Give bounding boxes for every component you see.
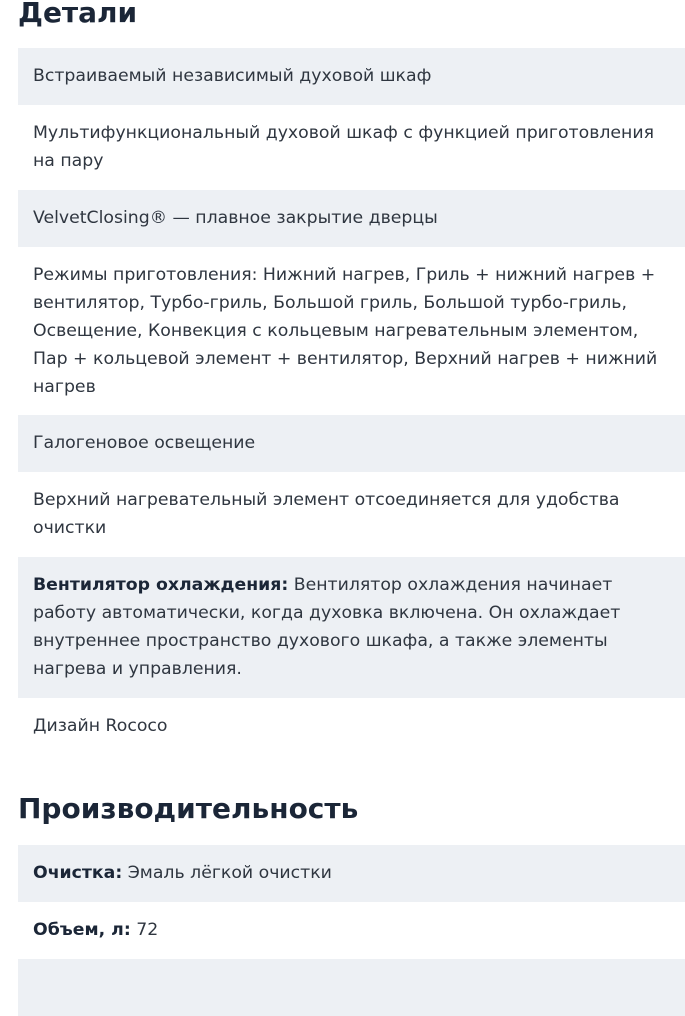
spec-text: Галогеновое освещение [33, 433, 256, 453]
spec-row [18, 190, 685, 247]
spec-label: Очистка: [33, 863, 123, 883]
spec-text: Мультифункциональный духовой шкаф с функцией приготовления на пару [33, 123, 654, 171]
spec-text: VelvetClosing® — плавное закрытие дверцы [33, 208, 438, 228]
spec-row [18, 845, 685, 902]
spec-text: Вентилятор охлаждения начинает работу автоматически, когда духовка включена. Он охлаждает внутреннее пространство духового шкафа, а также элементы нагрева и управления. [33, 575, 621, 679]
spec-row [18, 105, 685, 190]
spec-row [18, 557, 685, 698]
details-spec-list [18, 48, 685, 755]
spec-text: Эмаль лёгкой очистки [122, 863, 332, 883]
spec-row [18, 48, 685, 105]
performance-spec-list [18, 845, 685, 1016]
spec-row [18, 959, 685, 1016]
spec-text: Верхний нагревательный элемент отсоединяется для удобства очистки [33, 490, 620, 538]
spec-text: Встраиваемый независимый духовой шкаф [33, 66, 432, 86]
spec-row [18, 247, 685, 415]
spec-text: 72 [130, 920, 159, 940]
spec-text: Дизайн Rococo [33, 716, 168, 736]
performance-section-title: Производительность [18, 792, 359, 825]
spec-label: Объем, л: [33, 920, 131, 940]
spec-label: Вентилятор охлаждения: [33, 575, 289, 595]
spec-row [18, 902, 685, 959]
spec-row [18, 698, 685, 755]
spec-text: Режимы приготовления: Нижний нагрев, Гриль + нижний нагрев + вентилятор, Турбо-гриль, Большой гриль, Большой турбо-гриль, Освещение, Конвекция с кольцевым нагревательным элементом, Пар + кольцевой элемент + вентилятор, Верхний нагрев + нижний нагрев [33, 265, 658, 397]
details-section-title: Детали [18, 0, 138, 29]
spec-row [18, 472, 685, 557]
spec-row [18, 415, 685, 472]
